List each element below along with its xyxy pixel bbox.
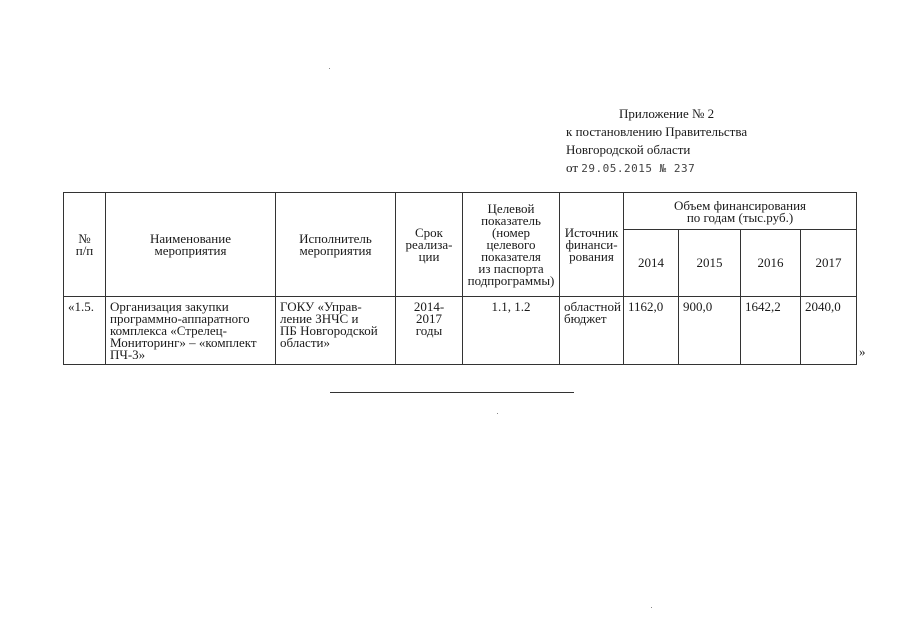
cell-source: областной бюджет	[560, 297, 624, 365]
appendix-header	[566, 105, 747, 178]
cell-target: 1.1, 1.2	[463, 297, 560, 365]
cell-value-2014: 1162,0	[624, 297, 679, 365]
scan-speck	[651, 607, 652, 608]
header-year-2017: 2017	[801, 230, 857, 297]
closing-quote: »	[859, 344, 866, 359]
header-source: Источник финанси- рования	[560, 193, 624, 297]
appendix-date-prefix: от	[566, 160, 579, 175]
appendix-title: Приложение № 2	[619, 106, 715, 121]
scan-speck	[329, 68, 330, 69]
header-funding: Объем финансирования по годам (тыс.руб.)	[624, 193, 857, 230]
appendix-date-number: 29.05.2015 № 237	[581, 162, 696, 175]
appendix-date-line	[566, 159, 747, 178]
cell-value-2017: 2040,0	[801, 297, 857, 365]
header-year-2014: 2014	[624, 230, 679, 297]
header-num: № п/п	[64, 193, 106, 297]
separator-line	[330, 392, 574, 393]
cell-executor: ГОКУ «Управ- ление ЗНЧС и ПБ Новгородской области»	[276, 297, 396, 365]
header-year-2015: 2015	[679, 230, 741, 297]
header-name: Наименование мероприятия	[106, 193, 276, 297]
appendix-resolution-line: к постановлению Правительства	[566, 124, 748, 139]
cell-term: 2014- 2017 годы	[396, 297, 463, 365]
table-row	[64, 297, 857, 365]
cell-value-2015: 900,0	[679, 297, 741, 365]
cell-name: Организация закупки программно-аппаратного комплекса «Стрелец- Мониторинг» – «комплект ПЧ-3»	[106, 297, 276, 365]
funding-table	[63, 192, 857, 365]
scan-speck	[497, 413, 498, 414]
cell-value-2016: 1642,2	[741, 297, 801, 365]
header-target: Целевой показатель (номер целевого показателя из паспорта подпрограммы)	[463, 193, 560, 297]
cell-num: «1.5.	[64, 297, 106, 365]
header-executor: Исполнитель мероприятия	[276, 193, 396, 297]
header-term: Срок реализа- ции	[396, 193, 463, 297]
header-year-2016: 2016	[741, 230, 801, 297]
appendix-region-line: Новгородской области	[566, 142, 691, 157]
